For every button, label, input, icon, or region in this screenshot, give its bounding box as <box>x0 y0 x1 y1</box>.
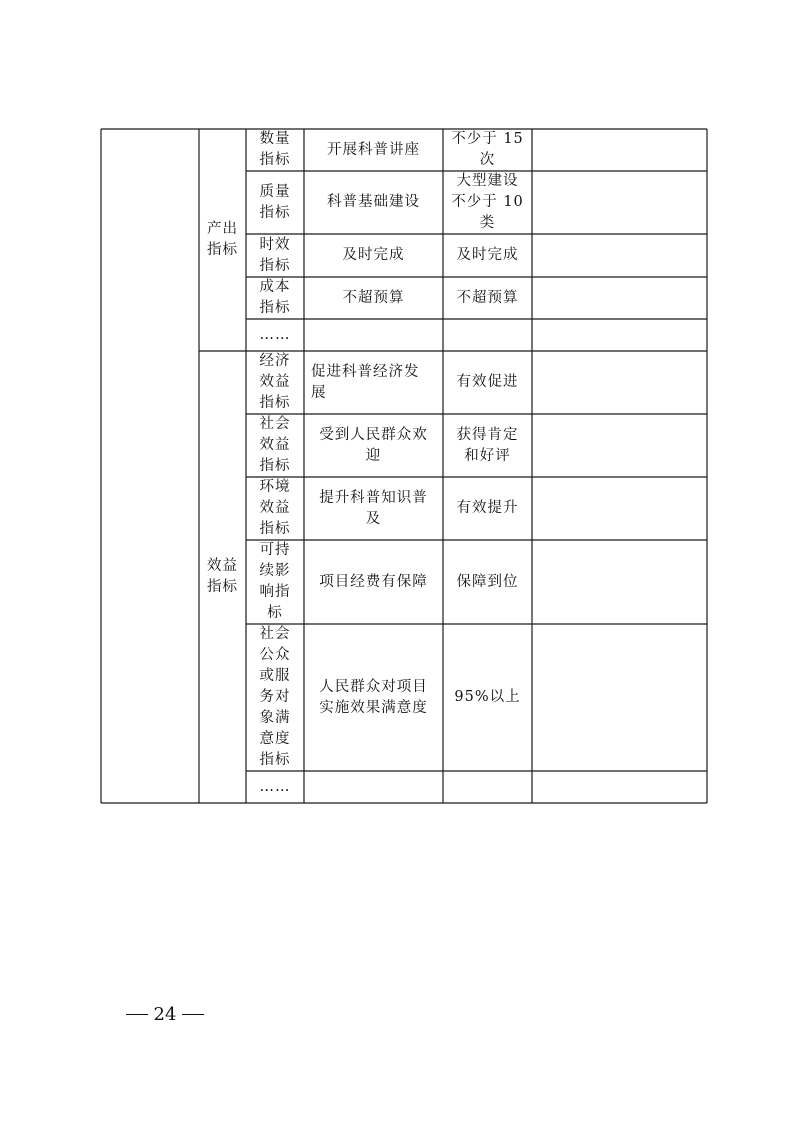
target-environmental: 有效提升 <box>456 500 519 516</box>
content-quality: 科普基础建设 <box>327 194 420 210</box>
indicator-cost: 成本 指标 <box>259 279 291 316</box>
indicator-ellipsis-benefit: …… <box>259 778 291 795</box>
content-cost: 不超预算 <box>342 289 405 306</box>
indicator-sustainability: 可持 续影 响指 标 <box>259 542 291 621</box>
content-economic: 促进科普经济发 展 <box>311 363 420 401</box>
page-number: 24 <box>153 1003 177 1025</box>
target-satisfaction: 95%以上 <box>454 689 521 705</box>
indicator-economic: 经济 效益 指标 <box>259 353 291 411</box>
target-sustainability: 保障到位 <box>456 573 519 590</box>
target-economic: 有效促进 <box>456 374 519 390</box>
content-quantity: 开展科普讲座 <box>327 141 420 158</box>
content-social: 受到人民群众欢 迎 <box>319 426 428 464</box>
content-timeliness: 及时完成 <box>342 247 405 263</box>
content-sustainability: 项目经费有保障 <box>319 573 428 590</box>
target-social: 获得肯定 和好评 <box>456 426 519 464</box>
indicator-quality: 质量 指标 <box>259 183 291 221</box>
category-output: 产出 指标 <box>207 221 238 258</box>
indicator-satisfaction: 社会 公众 或服 务对 象满 意度 指标 <box>259 626 291 768</box>
indicator-social: 社会 效益 指标 <box>259 416 291 474</box>
indicator-timeliness: 时效 指标 <box>259 236 291 274</box>
indicator-quantity: 数量 指标 <box>259 131 291 168</box>
indicator-ellipsis-output: …… <box>259 326 291 343</box>
target-quality: 大型建设 不少于 10 类 <box>451 173 524 231</box>
target-timeliness: 及时完成 <box>456 247 519 263</box>
page-footer <box>120 1003 210 1025</box>
content-satisfaction: 人民群众对项目 实施效果满意度 <box>319 678 428 716</box>
target-cost: 不超预算 <box>456 289 519 306</box>
indicator-environmental: 环境 效益 指标 <box>259 479 291 537</box>
target-quantity: 不少于 15 次 <box>451 131 524 168</box>
content-environmental: 提升科普知识普 及 <box>319 489 428 527</box>
dash-right <box>182 1014 204 1015</box>
category-benefit: 效益 指标 <box>207 558 238 595</box>
dash-left <box>126 1014 148 1015</box>
